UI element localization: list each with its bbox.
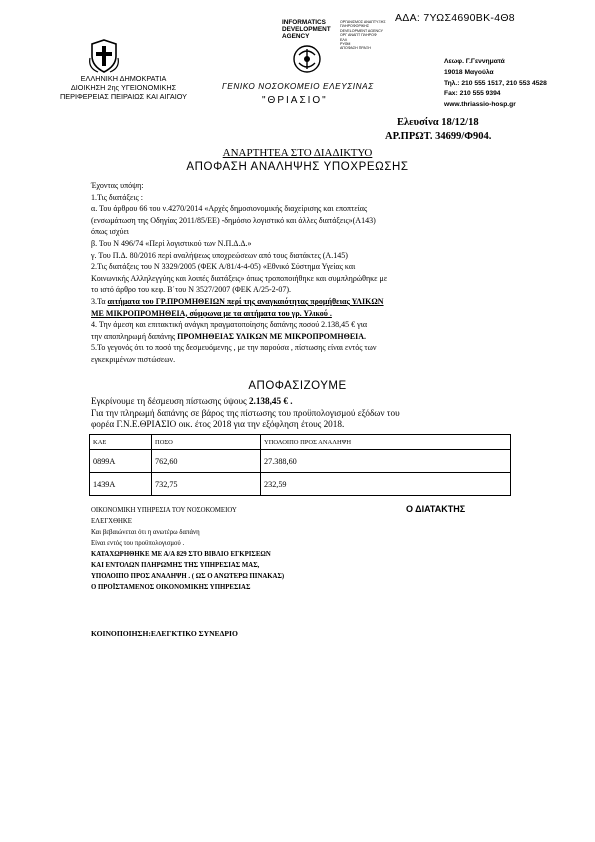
finance-line: ΚΑΙ ΕΝΤΟΛΩΝ ΠΛΗΡΩΜΗΣ ΤΗΣ ΥΠΗΡΕΣΙΑΣ ΜΑΣ, [91,562,260,569]
agency-small-line: ΕΛΛ [340,37,348,42]
approval-line [91,396,511,408]
finance-block [91,505,371,593]
agency-small-line: ΑΠΟΦΑΣΗ ΠΡΑΞΗ [340,46,371,51]
hospital-name: ΓΕΝΙΚΟ ΝΟΣΟΚΟΜΕΙΟ ΕΛΕΥΣΙΝΑΣ [222,82,374,91]
body-emphasis: ΠΡΟΜΗΘΕΙΑΣ ΥΛΙΚΩΝ ΜΕ ΜΙΚΡΟΠΡΟΜΗΘΕΙΑ. [177,331,367,341]
contact-address: Λεωφ. Γ.Γεννηματά [444,58,505,65]
hospital-contact [444,57,547,111]
agency-small-line: ΡΥΘΜ [340,42,351,47]
body-line: γ. Του Π.Δ. 80/2016 περί αναλήψεως υποχρεώσεων από τους διατάκτες (Α.145) [91,250,348,260]
table-row [90,450,511,473]
contact-phone: Τηλ.: 210 555 1517, 210 553 4528 [444,79,547,87]
agency-small-line: ΟΡΓΑΝΙΣΜΟΣ ΑΝΑΠΤΥΞΗΣ [340,20,386,24]
protocol-number: ΑΡ.ΠΡΩΤ. 34699/Φ904. [385,131,492,142]
body-text: 3.Τα [91,296,108,306]
body-line: α. Του άρθρου 66 του ν.4270/2014 «Αρχές δημοσιονομικής διαχείρισης και εποπτείας [91,204,368,214]
agency-logo [282,19,331,40]
budget-table [89,434,511,496]
body-line: 2.Τις διατάξεις του Ν 3329/2005 (ΦΕΚ Α/81/4-4-05) «Εθνικό Σύστημα Υγείας και [91,262,356,272]
agency-logo-small-text [340,20,400,51]
approval-line: Για την πληρωμή δαπάνης σε βάρος της πίστωσης του προϋπολογισμού εξόδων του [91,407,400,418]
finance-line: ΟΙΚΟΝΟΜΙΚΗ ΥΠΗΡΕΣΙΑ ΤΟΥ ΝΟΣΟΚΟΜΕΙΟΥ [91,507,237,514]
header-amount: ΠΟΣΟ [152,435,261,450]
agency-small-line: ΟΡΓ ΑΝΑΠΤ ΠΛΗΡΟΦ [340,33,377,38]
posting-title: ΑΝΑΡΤΗΤΕΑ ΣΤΟ ΔΙΑΔΙΚΤΥΟ [222,147,373,159]
body-line [91,296,511,308]
finance-line: ΚΑΤΑΧΩΡΗΘΗΚΕ ΜΕ Α/Α 829 ΣΤΟ ΒΙΒΛΙΟ ΕΓΚΡΙΣΕΩΝ [91,551,271,558]
body-line: όπως ισχύει [91,227,129,237]
hospital-short-name: "ΘΡΙΑΣΙΟ" [262,95,328,106]
approval-text-span: Εγκρίνουμε τη δέσμευση πίστωσης ύψους [91,396,249,406]
body-emphasis: ΜΕ ΜΙΚΡΟΠΡΟΜΗΘΕΙΑ, σύμφωνα με τα αιτήματα του γρ. Υλικού . [91,308,332,318]
cell-kae: 0899Α [90,450,152,473]
notification-recipient: ΚΟΙΝΟΠΟΙΗΣΗ:ΕΛΕΓΚΤΙΚΟ ΣΥΝΕΔΡΙΟ [91,629,238,638]
body-line: Έχοντας υπόψη: [91,181,144,190]
cell-kae: 1439Α [90,473,152,496]
approval-line: φορέα Γ.Ν.Ε.ΘΡΙΑΣΙΟ οικ. έτος 2018 για την εξόφληση έτους 2018. [91,419,345,429]
body-text: την αποπληρωμή δαπάνης [91,331,178,341]
finance-line: Ο ΠΡΟΪΣΤΑΜΕΝΟΣ ΟΙΚΟΝΟΜΙΚΗΣ ΥΠΗΡΕΣΙΑΣ [91,584,251,591]
body-line [91,308,511,320]
table-row [90,473,511,496]
ada-code: ΑΔΑ: 7ΥΩΣ4690ΒΚ-4Θ8 [395,12,515,24]
finance-line: Είναι εντός του προϋπολογισμού . [91,540,185,547]
issuer-line: ΕΛΛΗΝΙΚΗ ΔΗΜΟΚΡΑΤΙΑ [80,74,167,83]
header-kae: ΚΑΕ [90,435,152,450]
document-date: Ελευσίνα 18/12/18 [397,117,479,128]
agency-logo-line: AGENCY [282,33,310,40]
greek-emblem-icon [88,38,120,74]
cell-remaining: 232,59 [261,473,511,496]
decide-heading: ΑΠΟΦΑΣΙΖΟΥΜΕ [248,380,347,392]
body-line: 4. Την άμεση και επιτακτική ανάγκη πραγματοποίησης δαπάνης ποσού 2.138,45 € για [91,320,368,330]
agency-logo-line: INFORMATICS [282,19,326,26]
decision-title: ΑΠΟΦΑΣΗ ΑΝΑΛΗΨΗΣ ΥΠΟΧΡΕΩΣΗΣ [186,161,409,173]
document-body [91,180,511,366]
table-header-row [90,435,511,450]
contact-website: www.thriassio-hosp.gr [444,101,516,109]
issuer-line: ΔΙΟΙΚΗΣΗ 2ης ΥΓΕΙΟΝΟΜΙΚΗΣ [70,83,177,92]
cell-amount: 732,75 [152,473,261,496]
finance-line: Και βεβαιώνεται ότι η ανωτέρω δαπάνη [91,529,200,536]
body-line: εγκεκριμένων πιστώσεων. [91,354,176,364]
contact-postcode: 19018 Μαγούλα [444,68,494,76]
cell-remaining: 27.388,60 [261,450,511,473]
agency-small-line: ΠΛΗΡΟΦΟΡΙΚΗΣ [340,24,370,29]
body-emphasis: αιτήματα του ΓΡ.ΠΡΟΜΗΘΕΙΩΝ περί της αναγκαιότητας προμήθειας ΥΛΙΚΩΝ [107,296,384,306]
finance-line: ΥΠΟΛΟΙΠΟ ΠΡΟΣ ΑΝΑΛΗΨΗ . ( ΩΣ Ο ΑΝΩΤΕΡΩ ΠΙΝΑΚΑΣ) [91,573,285,580]
cell-amount: 762,60 [152,450,261,473]
header-remaining: ΥΠΟΛΟΙΠΟ ΠΡΟΣ ΑΝΑΛΗΨΗ [261,435,511,450]
approval-text [91,396,511,431]
hospital-logo-icon [290,44,324,74]
agency-logo-line: DEVELOPMENT [282,26,331,33]
body-line: 1.Τις διατάξεις : [91,192,143,202]
body-line: Κοινωνικής Αλληλεγγύης και λοιπές διατάξεις» όπως τροποποιήθηκε και συμπληρώθηκε με [91,273,388,283]
issuer-line: ΠΕΡΙΦΕΡΕΙΑΣ ΠΕΙΡΑΙΩΣ ΚΑΙ ΑΙΓΑΙΟΥ [59,92,188,101]
agency-small-line: DEVELOPMENT AGENCY [340,28,384,33]
body-line: (ενσωμάτωση της Οδηγίας 2011/85/ΕΕ) -δημόσιο λογιστικό και άλλες διατάξεις»(Α143) [91,215,376,225]
body-line [91,331,511,343]
approval-amount: 2.138,45 € . [248,396,293,406]
finance-line: ΕΛΕΓΧΘΗΚΕ [91,518,132,525]
issuer-block [36,74,211,101]
signer-title: Ο ΔΙΑΤΑΚΤΗΣ [406,504,466,514]
contact-fax: Fax: 210 555 9394 [444,90,501,98]
body-line: β. Του Ν 496/74 «Περί λογιστικού των Ν.Π.Δ.Δ.» [91,238,252,248]
body-line: 5.Το γεγονός ότι το ποσό της δεσμευόμενης , με την παρούσα , πίστωσης είναι εντός των [91,343,377,353]
body-line: το ιστό άρθρο του κεφ. Β΄του Ν 3527/2007 (ΦΕΚ Α/25-2-07). [91,285,291,295]
